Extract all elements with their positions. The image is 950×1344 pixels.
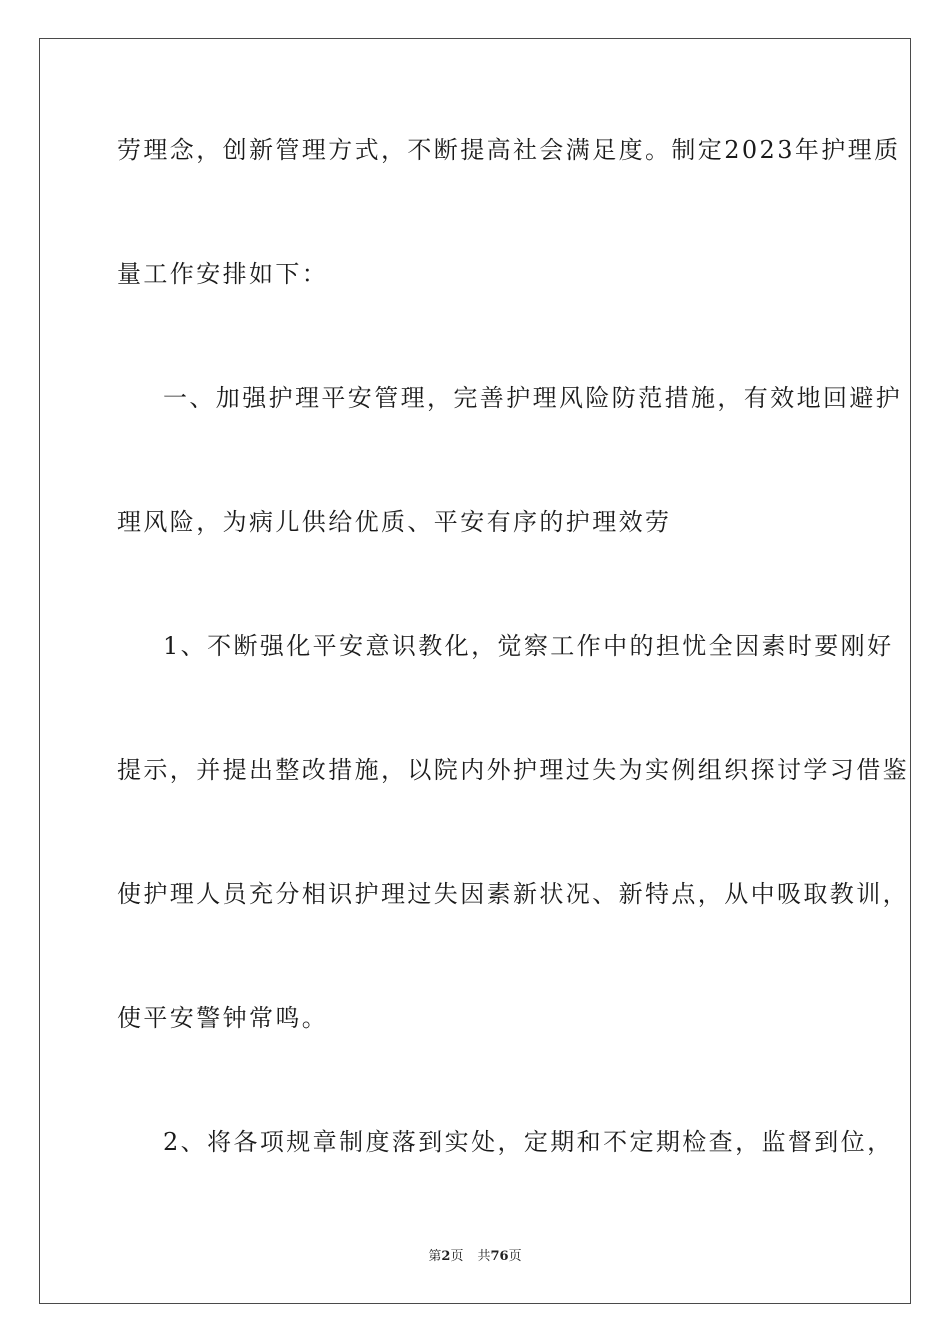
footer-total-pages: 76 xyxy=(490,1249,509,1264)
section-heading-1: 一、加强护理平安管理，完善护理风险防范措施，有效地回避护 xyxy=(163,384,903,412)
footer-page-number: 2 xyxy=(441,1249,451,1264)
list-item-1: 1、不断强化平安意识教化，觉察工作中的担忧全因素时要刚好 xyxy=(163,632,894,660)
list-item-2: 2、将各项规章制度落到实处，定期和不定期检查，监督到位， xyxy=(163,1128,894,1156)
text-line-6: 提示，并提出整改措施，以院内外护理过失为实例组织探讨学习借鉴 xyxy=(117,756,909,784)
footer-page-suffix: 页 xyxy=(450,1249,464,1264)
text-line-2: 量工作安排如下： xyxy=(117,260,329,288)
text-line-1: 劳理念，创新管理方式，不断提高社会满足度。制定2023年护理质 xyxy=(117,136,901,164)
text-line-8: 使平安警钟常鸣。 xyxy=(117,1004,329,1032)
footer-page-prefix: 第 xyxy=(428,1249,442,1264)
page-footer xyxy=(0,1248,950,1266)
footer-total-suffix: 页 xyxy=(508,1249,522,1264)
text-line-4: 理风险，为病儿供给优质、平安有序的护理效劳 xyxy=(117,508,672,536)
footer-total-prefix: 共 xyxy=(477,1249,491,1264)
text-line-7: 使护理人员充分相识护理过失因素新状况、新特点，从中吸取教训， xyxy=(117,880,909,908)
page-border xyxy=(39,38,911,1304)
